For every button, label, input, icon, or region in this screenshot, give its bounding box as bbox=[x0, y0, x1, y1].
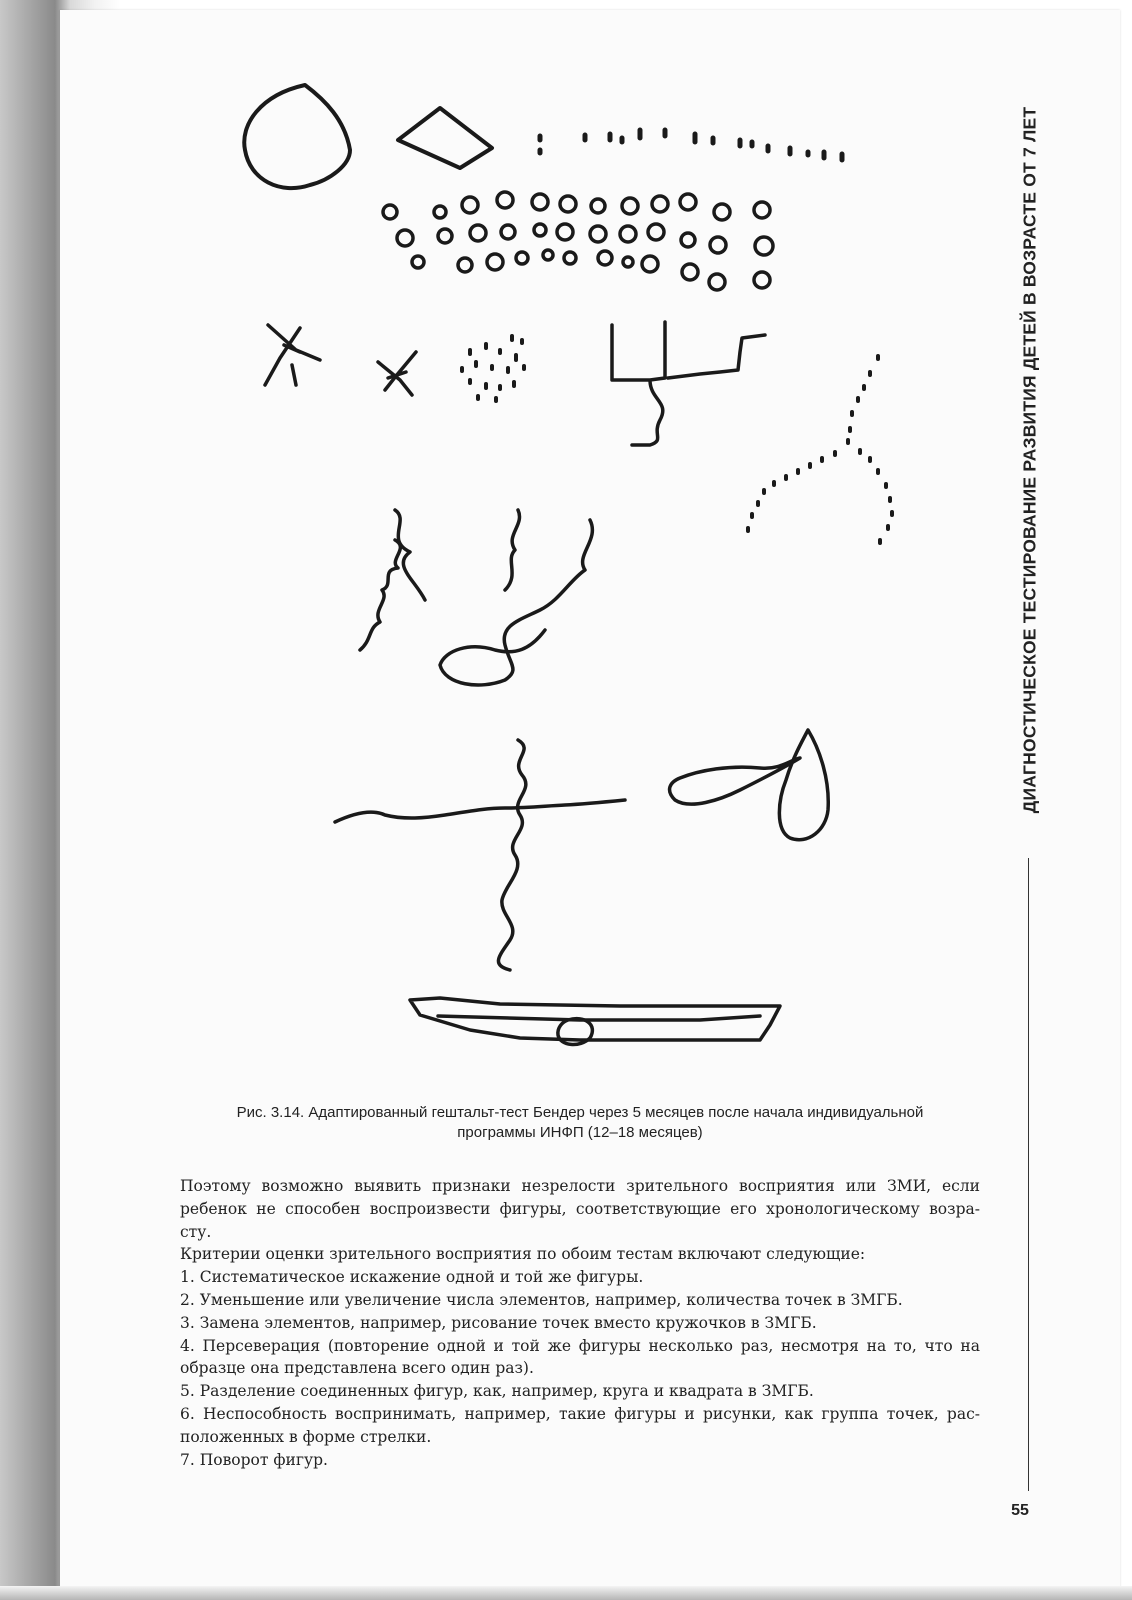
body-line: ребенок не способен воспроизвести фигуры, соответствующие его хронологическому возра- bbox=[180, 1199, 980, 1218]
drawing-dot-cluster bbox=[462, 336, 524, 401]
body-line: 4. Персеверация (повторение одной и той же фигуры несколько раз, несмотря на то, что на bbox=[180, 1336, 980, 1355]
drawing-large-cross bbox=[335, 800, 625, 822]
body-line: образце она представлена всего один раз). bbox=[180, 1359, 534, 1378]
body-line: 7. Поворот фигур. bbox=[180, 1450, 328, 1469]
page-number: 55 bbox=[1011, 1502, 1029, 1519]
body-line: Поэтому возможно выявить признаки незрелости зрительного восприятия или ЗМИ, если bbox=[180, 1177, 980, 1195]
page-bottom-edge bbox=[0, 1586, 1132, 1600]
drawing-wavy-vertical bbox=[505, 510, 520, 590]
running-title bbox=[1012, 75, 1048, 845]
figure-caption bbox=[190, 1103, 970, 1143]
body-line: 6. Неспособность воспринимать, например, такие фигуры и рисунки, как группа точек, рас- bbox=[180, 1404, 980, 1423]
drawing-dotted-curve bbox=[748, 356, 892, 543]
body-line: сту. bbox=[180, 1222, 212, 1241]
body-line: 5. Разделение соединенных фигур, как, например, круга и квадрата в ЗМГБ. bbox=[180, 1382, 814, 1401]
drawing-dot-row bbox=[540, 130, 842, 160]
body-line: положенных в форме стрелки. bbox=[180, 1427, 432, 1446]
body-text bbox=[180, 1175, 980, 1471]
drawing-loop-hook bbox=[440, 520, 592, 685]
drawing-leaf bbox=[779, 730, 828, 840]
caption-line-1: Рис. 3.14. Адаптированный гештальт-тест Бендер через 5 месяцев после начала индивидуальной bbox=[236, 1104, 924, 1121]
drawing-cross-1 bbox=[265, 325, 320, 385]
caption-line-2: программы ИНФП (12–18 месяцев) bbox=[457, 1124, 703, 1141]
body-line: Критерии оценки зрительного восприятия по обоим тестам включают следующие: bbox=[180, 1245, 866, 1264]
body-line: 3. Замена элементов, например, рисование точек вместо кружочков в ЗМГБ. bbox=[180, 1313, 817, 1332]
drawing-squiggle-t bbox=[612, 322, 765, 445]
drawing-boat bbox=[410, 998, 780, 1040]
body-line: 1. Систематическое искажение одной и той же фигуры. bbox=[180, 1268, 644, 1287]
margin-rule bbox=[1028, 858, 1029, 1491]
drawing-diamond bbox=[398, 108, 492, 168]
body-line: 2. Уменьшение или увеличение числа элементов, например, количества точек в ЗМГБ. bbox=[180, 1290, 903, 1309]
running-title-text: ДИАГНОСТИЧЕСКОЕ ТЕСТИРОВАНИЕ РАЗВИТИЯ ДЕТЕЙ В ВОЗРАСТЕ ОТ 7 ЛЕТ bbox=[1019, 106, 1040, 814]
drawing-wavy-cross bbox=[360, 510, 425, 650]
drawing-cross-2 bbox=[378, 352, 416, 395]
drawing-circle-rows bbox=[383, 192, 773, 290]
drawing-circle bbox=[244, 85, 350, 188]
drawing-vertical-squiggle bbox=[498, 740, 525, 970]
